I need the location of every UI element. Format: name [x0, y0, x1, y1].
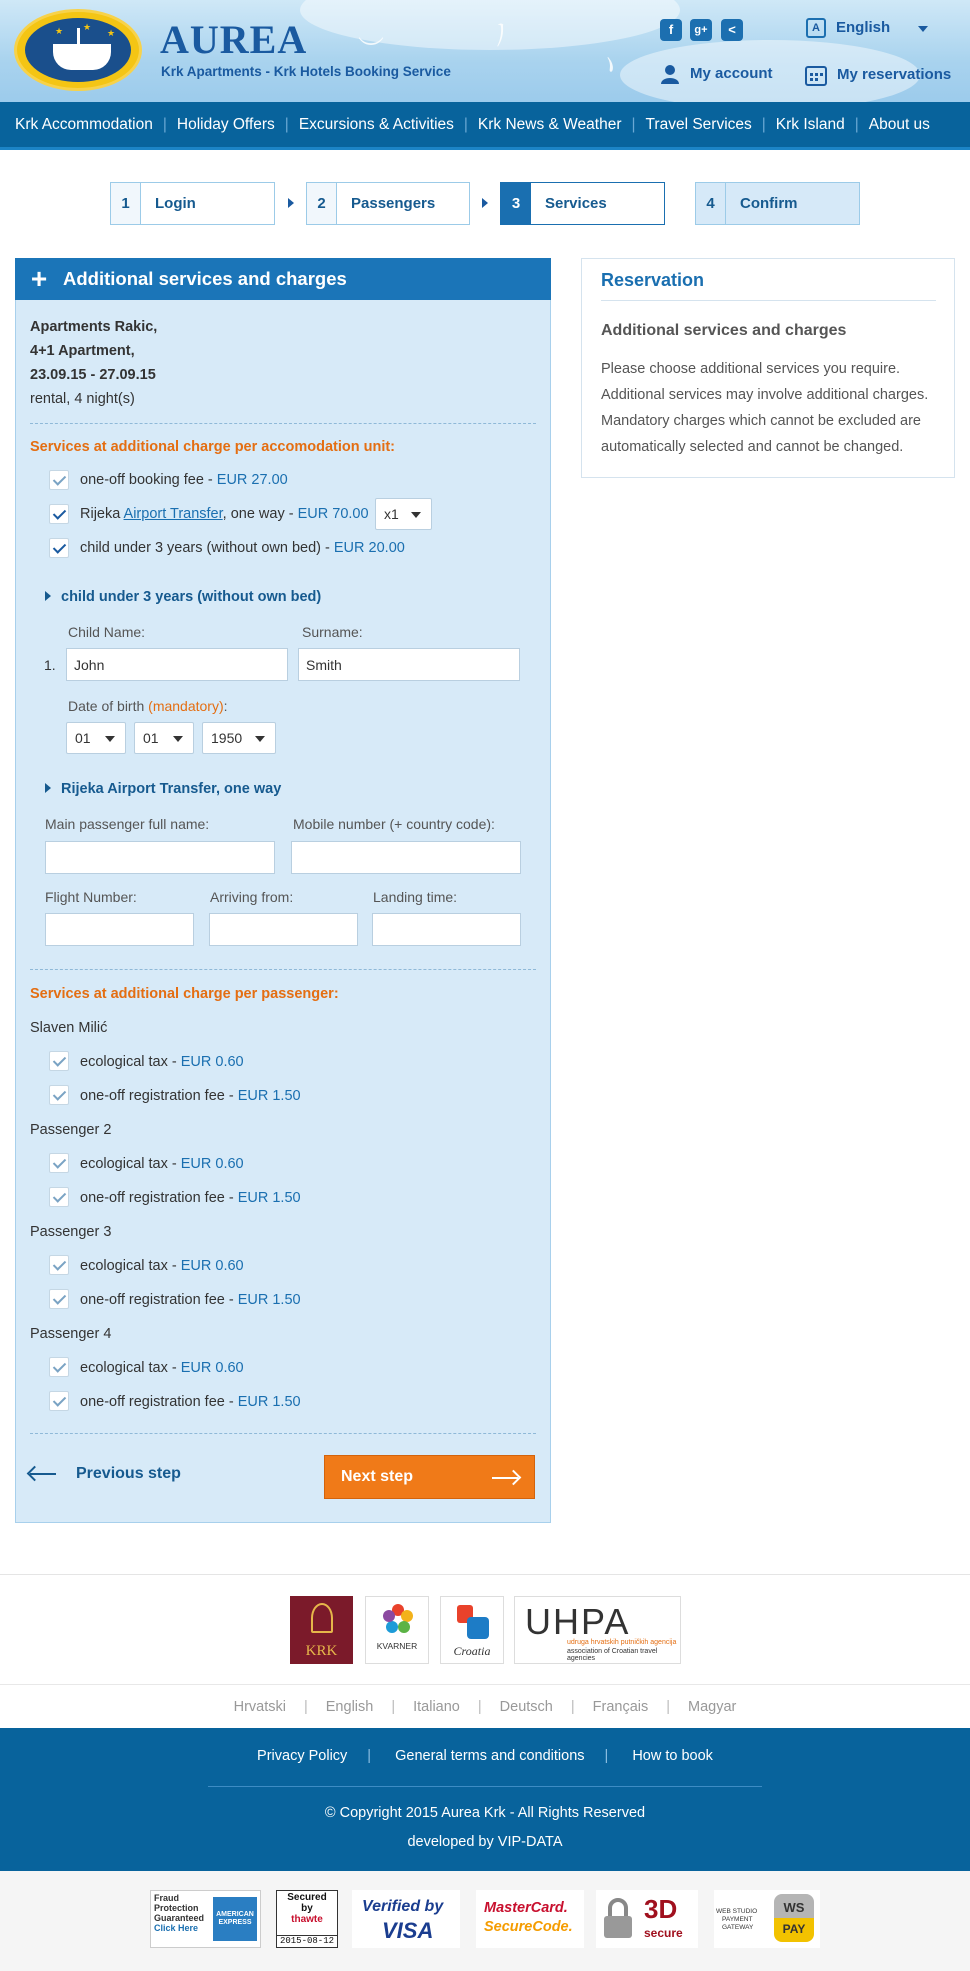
passenger-services-heading: Services at additional charge per passenger: [30, 986, 339, 1002]
share-icon[interactable]: < [721, 19, 743, 41]
language-label: English [836, 18, 891, 36]
nav-item-krk-accommodation[interactable]: Krk Accommodation | [15, 115, 167, 133]
registration-fee-label: one-off registration fee - EUR 1.50 [80, 1394, 301, 1410]
fraud-seal-text: Fraud Protection Guaranteed Click Here [154, 1893, 205, 1933]
uhpa-sub-en: association of Croatian travel agencies [567, 1648, 658, 1662]
wspay-seal[interactable] [714, 1890, 820, 1948]
registration-fee-checkbox [49, 1085, 69, 1105]
copyright: © Copyright 2015 Aurea Krk - All Rights Reserved [324, 1805, 646, 1821]
child-index: 1. [44, 657, 56, 673]
step-label: Login [155, 195, 196, 212]
seagull-icon: ノ [481, 14, 520, 54]
3d-secure-seal[interactable] [596, 1890, 698, 1948]
step-services[interactable] [500, 182, 665, 225]
mastercard-securecode-seal[interactable] [476, 1890, 584, 1948]
how-to-book-link[interactable]: How to book [632, 1748, 713, 1764]
lang-link-hrvatski[interactable]: Hrvatski [233, 1698, 286, 1715]
step-confirm[interactable] [695, 182, 860, 225]
chevron-right-icon [288, 198, 294, 208]
caret-right-icon [45, 783, 51, 793]
main-passenger-input[interactable] [45, 841, 275, 874]
language-links: Hrvatski | English | Italiano | Deutsch | Français | Magyar [0, 1684, 970, 1728]
google-plus-icon[interactable]: g+ [690, 19, 712, 41]
lang-link-english[interactable]: English [325, 1698, 374, 1715]
chevron-down-icon [411, 512, 421, 518]
wspay-logo: WS PAY [774, 1894, 814, 1942]
passenger-name: Slaven Milić [30, 1020, 108, 1036]
step-label: Services [545, 195, 607, 212]
developer-credit[interactable]: developed by VIP-DATA [407, 1834, 563, 1850]
reservation-info-text: Please choose additional services you require. Additional services may involve additional charges. Mandatory charges which cannot be excluded are automatically selected and cannot be changed. [601, 361, 929, 455]
step-number: 4 [696, 183, 726, 224]
mobile-number-input[interactable] [291, 841, 521, 874]
uhpa-sub-hr: udruga hrvatskih putničkih agencija [567, 1639, 677, 1646]
eco-tax-label: ecological tax - EUR 0.60 [80, 1054, 244, 1070]
brand-tagline: Krk Apartments - Krk Hotels Booking Service [161, 64, 451, 79]
eco-tax-label: ecological tax - EUR 0.60 [80, 1258, 244, 1274]
site-footer [0, 1728, 970, 1871]
next-step-label: Next step [341, 1468, 414, 1485]
landing-time-label: Landing time: [373, 889, 458, 905]
arriving-from-label: Arriving from: [210, 889, 294, 905]
lang-link-magyar[interactable]: Magyar [688, 1698, 737, 1715]
thawte-text: Secured by thawte [287, 1892, 327, 1925]
stay-dates: 23.09.15 - 27.09.15 [30, 367, 156, 383]
airport-transfer-label: Rijeka Airport Transfer, one way - EUR 70.00 [80, 506, 369, 522]
eco-tax-checkbox [49, 1255, 69, 1275]
child-section-heading: child under 3 years (without own bed) [45, 589, 321, 605]
visa-text-2: VISA [382, 1918, 434, 1943]
nav-item-holiday-offers[interactable]: Holiday Offers | [176, 115, 289, 133]
nav-item-travel-services[interactable]: Travel Services | [645, 115, 766, 133]
step-label: Confirm [740, 195, 798, 212]
step-login[interactable] [110, 182, 275, 225]
verified-by-visa-seal[interactable] [352, 1890, 460, 1948]
seagull-icon: ヽ [587, 41, 632, 88]
step-passengers[interactable] [306, 182, 470, 225]
child-checkbox[interactable] [49, 538, 69, 558]
seagull-icon: ︶ [358, 35, 385, 65]
my-account-label: My account [690, 64, 773, 82]
transfer-quantity-select[interactable]: x1 [375, 498, 432, 530]
secure-text: secure [644, 1926, 683, 1940]
lang-link-francais[interactable]: Français [592, 1698, 649, 1715]
registration-fee-checkbox [49, 1391, 69, 1411]
registration-fee-label: one-off registration fee - EUR 1.50 [80, 1190, 301, 1206]
transfer-section-heading: Rijeka Airport Transfer, one way [45, 781, 281, 797]
brand-name: AUREA [160, 17, 308, 62]
arriving-from-input[interactable] [209, 913, 358, 946]
chevron-down-icon [173, 736, 183, 742]
passenger-name: Passenger 2 [30, 1122, 112, 1138]
main-nav [0, 102, 970, 150]
dob-day-select[interactable]: 01 [66, 722, 126, 754]
uhpa-logo[interactable] [514, 1596, 681, 1664]
visa-text-1: Verified by [362, 1898, 444, 1915]
nav-item-krk-news[interactable]: Krk News & Weather | [477, 115, 636, 133]
panel-title: Additional services and charges [63, 268, 347, 289]
booking-fee-label: one-off booking fee - EUR 27.00 [80, 472, 288, 488]
amex-logo: AMERICAN EXPRESS [213, 1897, 257, 1941]
reservation-sidebar [581, 258, 955, 478]
croatia-logo-text: Croatia [453, 1644, 491, 1658]
caret-right-icon [45, 591, 51, 601]
translate-icon: A [806, 18, 826, 38]
terms-link[interactable]: General terms and conditions [395, 1748, 585, 1764]
registration-fee-checkbox [49, 1187, 69, 1207]
passenger-name: Passenger 4 [30, 1326, 112, 1342]
divider [30, 1433, 536, 1434]
mobile-number-label: Mobile number (+ country code): [293, 816, 495, 832]
additional-services-panel [15, 258, 551, 1523]
eco-tax-label: ecological tax - EUR 0.60 [80, 1156, 244, 1172]
footer-links: Privacy Policy | General terms and conditions | How to book [257, 1748, 713, 1764]
divider [208, 1786, 762, 1787]
lang-link-italiano[interactable]: Italiano [413, 1698, 460, 1715]
eco-tax-checkbox [49, 1051, 69, 1071]
wspay-gateway-text: WEB STUDIO PAYMENT GATEWAY [716, 1908, 758, 1931]
payment-security-seals [0, 1871, 970, 1971]
divider [601, 300, 936, 301]
child-service-label: child under 3 years (without own bed) - EUR 20.00 [80, 540, 405, 556]
site-header [0, 0, 970, 102]
facebook-icon[interactable]: f [660, 19, 682, 41]
lang-link-deutsch[interactable]: Deutsch [499, 1698, 553, 1715]
divider [30, 969, 536, 970]
property-name: Apartments Rakic, [30, 319, 158, 335]
registration-fee-label: one-off registration fee - EUR 1.50 [80, 1292, 301, 1308]
eco-tax-label: ecological tax - EUR 0.60 [80, 1360, 244, 1376]
child-surname-label: Surname: [302, 624, 363, 640]
step-label: Passengers [351, 195, 436, 212]
croatia-mark-blue [467, 1617, 489, 1639]
airport-transfer-checkbox[interactable] [49, 504, 69, 524]
eco-tax-checkbox [49, 1357, 69, 1377]
main-passenger-label: Main passenger full name: [45, 816, 210, 832]
child-name-input[interactable] [66, 648, 288, 681]
kvarner-logo-text: KVARNER [376, 1641, 418, 1651]
registration-fee-checkbox [49, 1289, 69, 1309]
partner-logos [0, 1574, 970, 1684]
thawte-date: 2015-08-12 [277, 1935, 337, 1946]
user-icon [660, 64, 680, 84]
my-reservations-link[interactable] [805, 64, 951, 86]
reservation-subtitle: Additional services and charges [601, 322, 847, 339]
eco-tax-checkbox [49, 1153, 69, 1173]
dob-year-select[interactable]: 1950 [202, 722, 276, 754]
chevron-down-icon [918, 26, 928, 32]
kvarner-flower-icon [382, 1603, 414, 1635]
calendar-icon [805, 64, 827, 86]
3d-text: 3D [644, 1894, 678, 1924]
landing-time-input[interactable] [372, 913, 521, 946]
croatia-logo[interactable] [440, 1596, 504, 1664]
reservation-title: Reservation [601, 270, 705, 290]
child-name-label: Child Name: [68, 624, 146, 640]
divider [30, 423, 536, 424]
krk-logo-text: KRK [305, 1643, 338, 1659]
step-number: 2 [307, 183, 337, 224]
nav-item-excursions[interactable]: Excursions & Activities | [298, 115, 468, 133]
krk-logo[interactable] [290, 1596, 353, 1664]
language-selector[interactable] [806, 18, 890, 38]
amex-safekey-seal[interactable] [150, 1890, 261, 1948]
previous-step-button[interactable] [30, 1465, 181, 1483]
step-number: 3 [501, 183, 531, 224]
my-reservations-label: My reservations [837, 65, 952, 83]
nav-item-about-us[interactable]: About us [868, 115, 930, 133]
dob-label: Date of birth (mandatory): [68, 698, 228, 714]
chevron-down-icon [105, 736, 115, 742]
flight-number-input[interactable] [45, 913, 194, 946]
nav-item-krk-island[interactable]: Krk Island | [775, 115, 859, 133]
my-account-link[interactable] [660, 64, 773, 84]
passenger-name: Passenger 3 [30, 1224, 112, 1240]
aurea-logo[interactable]: ★ ★ ★ [14, 9, 142, 91]
registration-fee-label: one-off registration fee - EUR 1.50 [80, 1088, 301, 1104]
dob-month-select[interactable]: 01 [134, 722, 194, 754]
chevron-right-icon [482, 198, 488, 208]
unit-name: 4+1 Apartment, [30, 343, 135, 359]
unit-services-heading: Services at additional charge per accomodation unit: [30, 439, 396, 455]
padlock-icon [602, 1896, 634, 1940]
krk-emblem [311, 1603, 333, 1633]
previous-step-label: Previous step [76, 1465, 181, 1482]
booking-fee-checkbox [49, 470, 69, 490]
next-step-button[interactable] [324, 1455, 535, 1499]
flight-number-label: Flight Number: [45, 889, 137, 905]
arrow-right-icon [492, 1477, 518, 1479]
uhpa-logo-text: UHPA [525, 1601, 631, 1642]
rental-nights: rental, 4 night(s) [30, 391, 135, 407]
chevron-down-icon [255, 736, 265, 742]
arrow-left-icon [30, 1473, 56, 1475]
panel-header[interactable] [15, 258, 551, 300]
securecode-text: SecureCode. [484, 1919, 573, 1935]
step-number: 1 [111, 183, 141, 224]
mastercard-text: MasterCard. [484, 1900, 568, 1916]
plus-icon: + [30, 263, 48, 294]
privacy-policy-link[interactable]: Privacy Policy [257, 1748, 348, 1764]
thawte-seal[interactable] [276, 1890, 338, 1948]
airport-transfer-link[interactable]: Airport Transfer [123, 506, 223, 522]
child-surname-input[interactable] [298, 648, 520, 681]
kvarner-logo[interactable] [365, 1596, 429, 1664]
